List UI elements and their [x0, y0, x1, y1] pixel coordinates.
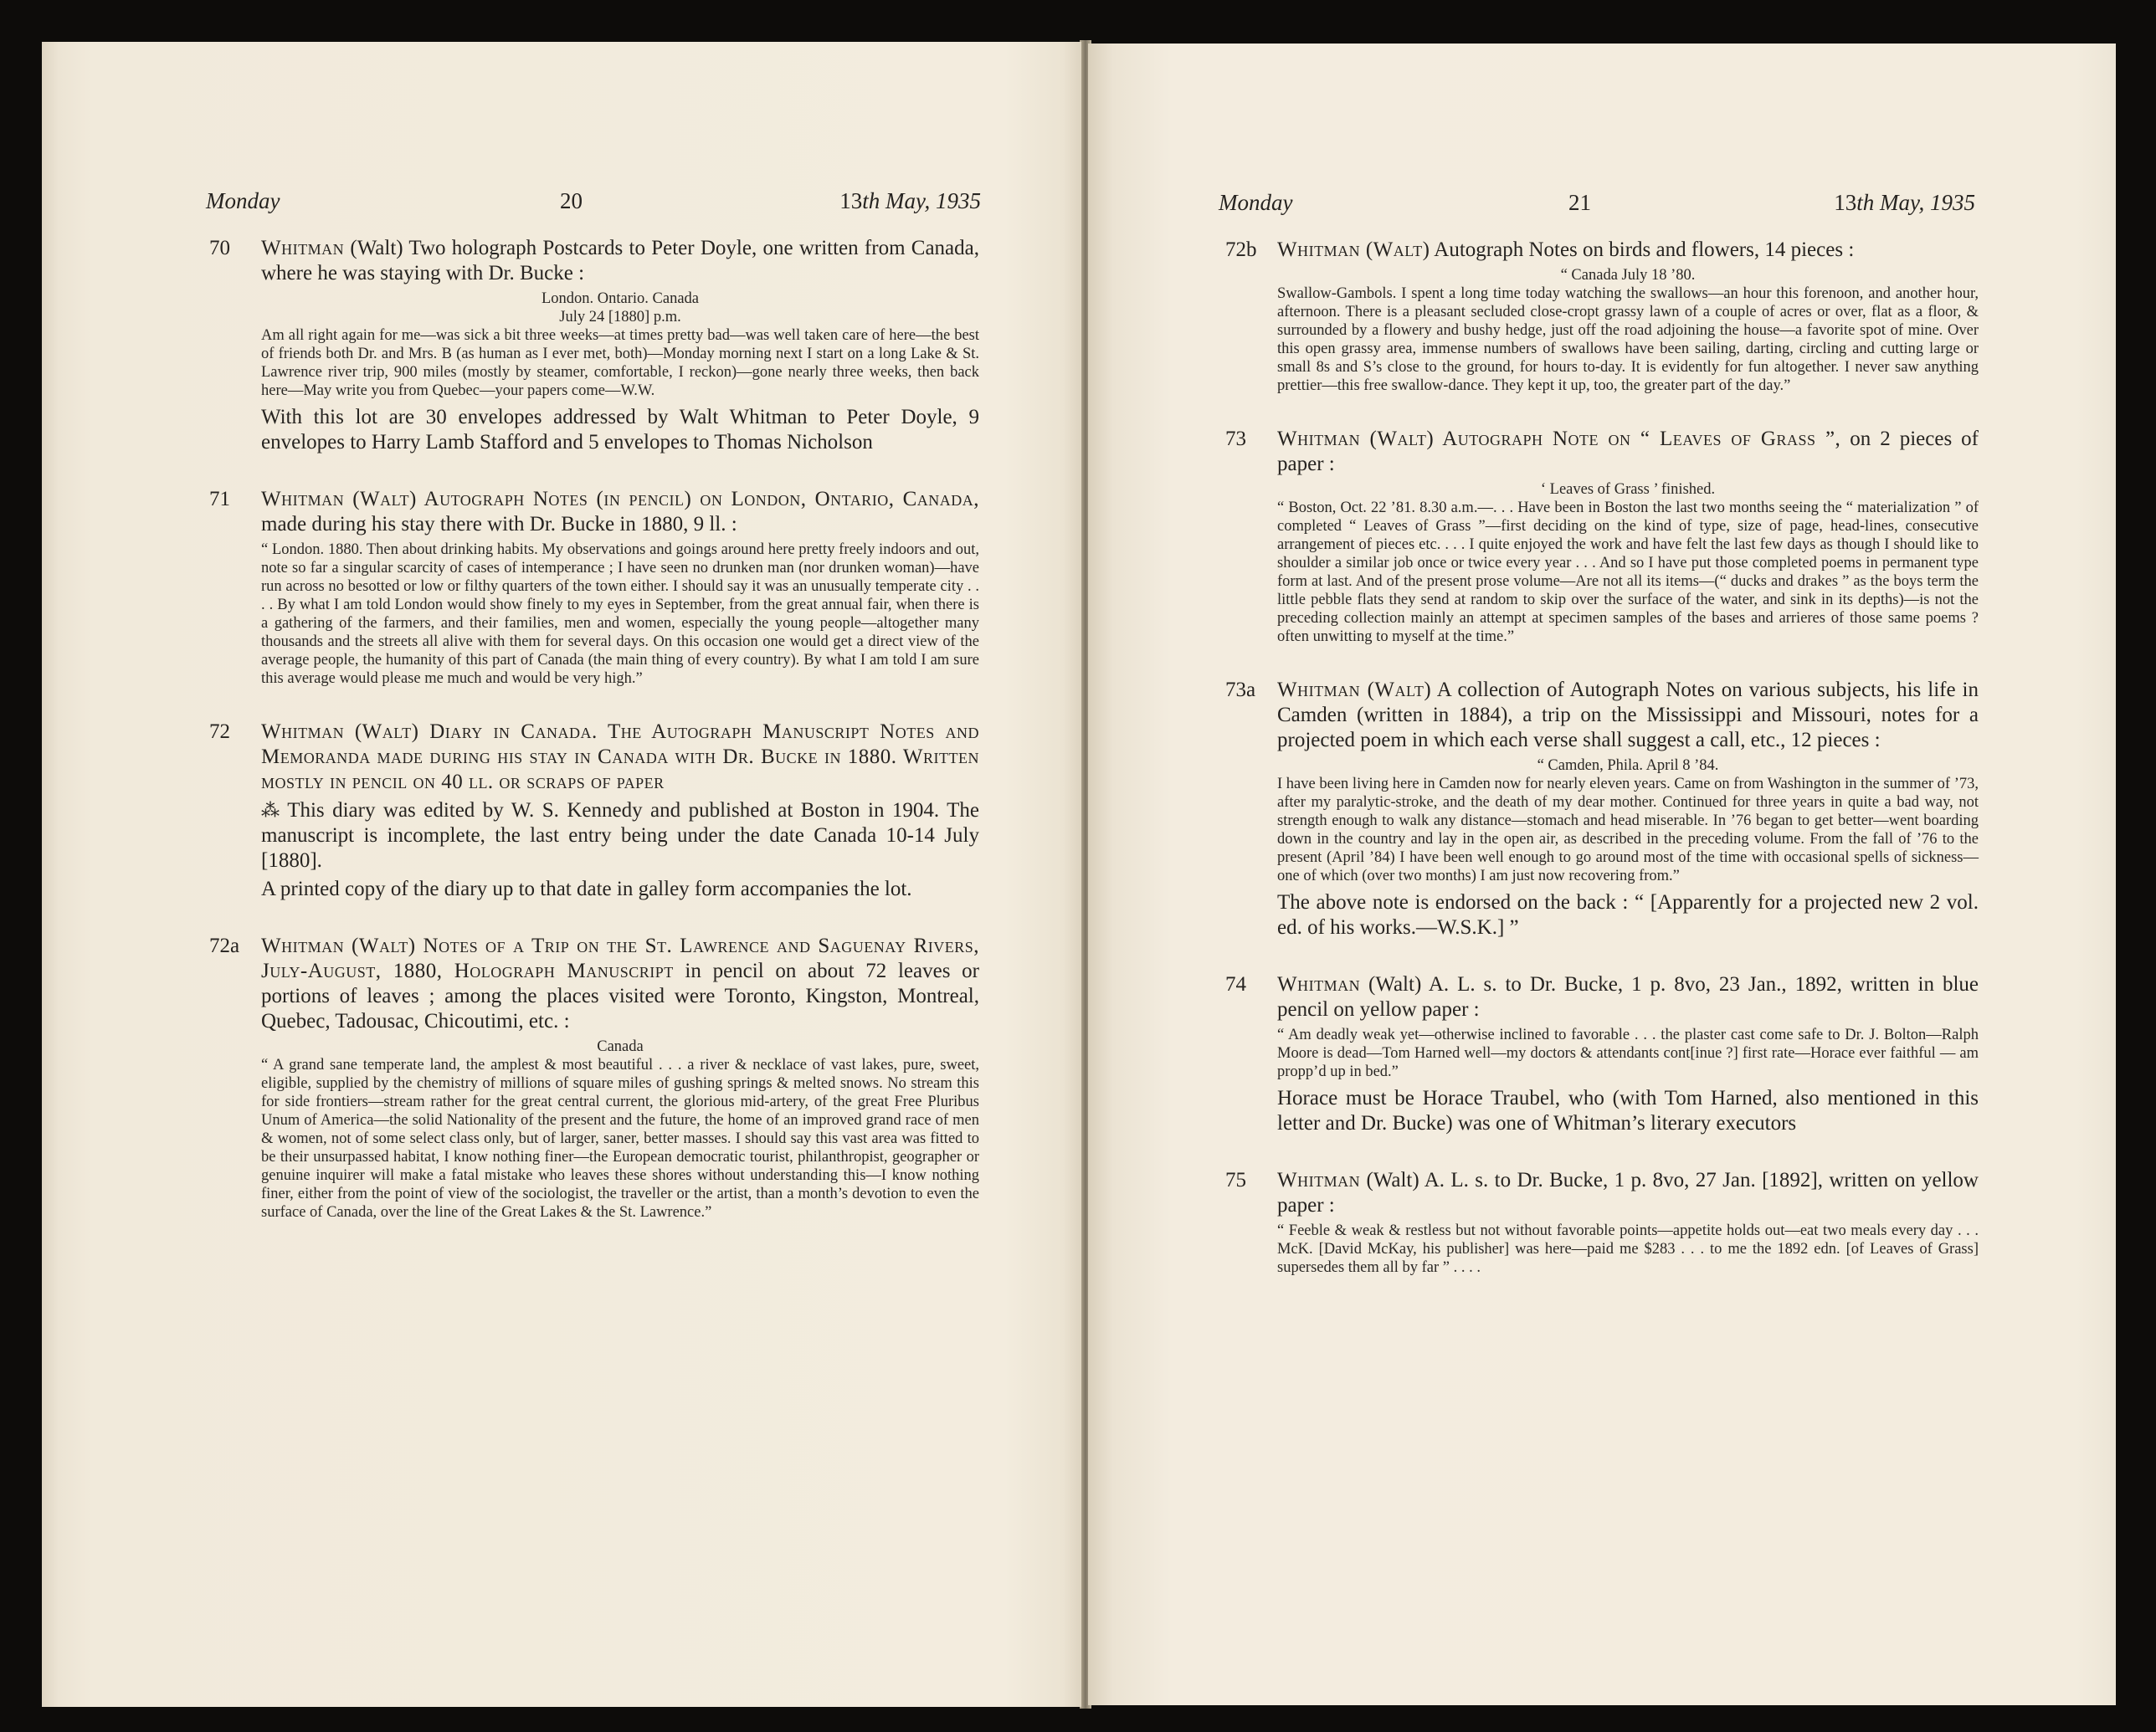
lot-heading: Whitman (Walt) A. L. s. to Dr. Bucke, 1 p. 8vo, 27 Jan. [1892], written on yellow paper :	[1277, 1169, 1979, 1217]
lot-entry-72	[209, 720, 979, 902]
lot-entry-72b	[1225, 238, 1979, 395]
lot-quote: “ London. 1880. Then about drinking habits. My observations and goings around here pretty freely indoors and out, note so far a singular scarcity of cases of intemperance ; I have seen no drunken man (nor drunken woman)—have run across no besotted or low or filthy quarters of the town either. I should say it was an unusually temperate city . . . . By what I am told London would show finely to my eyes in September, from the great annual fair, when there is a gathering of the farmers, and their families, men and women, especially the young people—altogether many thousands and the streets all alive with them for several days. On this occasion one would get a direct view of the average people, the humanity of this part of Canada (the main thing of every country). By what I am told I am sure this average would please me much and would be very high.”	[261, 541, 979, 687]
page-number: 20	[560, 188, 583, 213]
lot-entry-72a	[209, 934, 979, 1222]
lot-quote: “ Camden, Phila. April 8 ’84. I have been living here in Camden now for nearly eleven years. Came on from Washington in the summer of ’73, after my paralytic-stroke, and the death of my dear mother. Continued for three years in quite a bad way, not strength enough to walk any distance—stomach and head miserable. In ’76 began to get better—went boarding down in the country and lay in the open air, as described in the preceding volume. From the fall of ’76 to the present (April ’84) I have been well enough to go around most of the time with occasional spells of sickness—one of which (over two months) I am just now recovering from.”	[1277, 757, 1979, 884]
lot-number: 74	[1225, 973, 1246, 996]
right-running-head	[1219, 184, 1975, 221]
lot-number: 71	[209, 488, 230, 510]
right-page	[1088, 44, 2116, 1705]
lot-number: 72b	[1225, 238, 1257, 261]
asterism-mark: ⁂	[261, 800, 283, 821]
lot-number: 72a	[209, 935, 240, 957]
lot-entry-71	[209, 487, 979, 688]
lot-entry-70	[209, 236, 979, 455]
lot-heading: Whitman (Walt) Autograph Notes (in pencil) on London, Ontario, Canada, made during his stay there with Dr. Bucke in 1880, 9 ll. :	[261, 488, 979, 535]
lot-heading: Whitman (Walt) A. L. s. to Dr. Bucke, 1 p. 8vo, 23 Jan., 1892, written in blue pencil on yellow paper :	[1277, 973, 1979, 1021]
page-number: 21	[1568, 190, 1591, 215]
lot-entry-75	[1225, 1168, 1979, 1277]
lot-number: 75	[1225, 1169, 1246, 1191]
left-column	[209, 236, 979, 1253]
left-page	[42, 42, 1081, 1707]
lot-note: With this lot are 30 envelopes addressed by Walt Whitman to Peter Doyle, 9 envelopes to Harry Lamb Stafford and 5 envelopes to Thomas Nicholson	[261, 406, 979, 453]
lot-number: 73a	[1225, 679, 1256, 701]
lot-heading: Whitman (Walt) Autograph Notes on birds and flowers, 14 pieces :	[1277, 238, 1855, 261]
lot-note: ⁂ This diary was edited by W. S. Kennedy and published at Boston in 1904. The manuscript is incomplete, the last entry being under the date Canada 10-14 July [1880].	[261, 799, 980, 872]
lot-number: 73	[1225, 428, 1246, 450]
lot-entry-73a	[1225, 678, 1979, 940]
lot-heading: Whitman (Walt) A collection of Autograph Notes on various subjects, his life in Camden (written in 1884), a trip on the Mississippi and Missouri, notes for a projected poem in which each verse shall suggest a call, etc., 12 pieces :	[1277, 679, 1979, 751]
lot-quote: Canada “ A grand sane temperate land, the amplest & most beautiful . . . a river & necklace of vast lakes, pure, sweet, eligible, supplied by the chemistry of millions of square miles of gushing springs & melted snows. No stream this for side frontiers—stream rather for the great central current, the glorious mid-artery, of the great Free Pluribus Unum of America—the solid Nationality of the present and the future, the home of an improved grand race of men & women, not of some select class only, but of larger, saner, better masses. I should say this vast area was fitted to be their unsurpassed habitat, I know nothing finer—the European democratic tourist, philanthropist, geographer or genuine inquirer will make a fatal mistake who leaves these shores without understanding this—I know nothing finer, either from the point of view of the sociologist, the traveller or the artist, than a month’s devotion to even the surface of Canada, over the line of the Great Lakes & the St. Lawrence.”	[261, 1038, 979, 1221]
lot-quote: “ Am deadly weak yet—otherwise inclined to favorable . . . the plaster cast come safe to Dr. J. Bolton—Ralph Moore is dead—Tom Harned well—my doctors & attendants cont[inue ?] first rate—Horace ever faithful — am propp’d up in bed.”	[1277, 1027, 1979, 1080]
lot-heading: Whitman (Walt) Two holograph Postcards to Peter Doyle, one written from Canada, where he was staying with Dr. Bucke :	[261, 237, 979, 284]
lot-note: A printed copy of the diary up to that date in galley form accompanies the lot.	[261, 878, 912, 900]
lot-quote: London. Ontario. Canada July 24 [1880] p.m. Am all right again for me—was sick a bit three weeks—at times pretty bad—was well taken care of here—the best of friends both Dr. and Mrs. B (as human as I ever met, both)—Monday morning next I start on a long Lake & St. Lawrence river trip, 900 miles (mostly by steamer, comfortable, I reckon)—gone nearly three weeks, then back here—May write you from Quebec—your papers come—W.W.	[261, 290, 979, 399]
running-head-day: Monday	[1219, 190, 1293, 215]
lot-heading: Whitman (Walt) Notes of a Trip on the St. Lawrence and Saguenay Rivers, July-August, 1880, Holograph Manuscript in pencil on about 72 leaves or portions of leaves ; among the places visited were Toronto, Kingston, Montreal, Quebec, Tadousac, Chicoutimi, etc. :	[261, 935, 979, 1033]
lot-note: The above note is endorsed on the back : “ [Apparently for a projected new 2 vol. ed. of his works.—W.S.K.] ”	[1277, 891, 1979, 939]
lot-quote: “ Feeble & weak & restless but not without favorable points—appetite holds out—eat two meals every day . . . McK. [David McKay, his publisher] was here—paid me $283 . . . to me the 1892 edn. [of Leaves of Grass] supersedes them all by far ” . . . .	[1277, 1222, 1979, 1276]
running-head-date: 13th May, 1935	[1834, 190, 1975, 215]
running-head-date: 13th May, 1935	[839, 188, 981, 213]
lot-number: 72	[209, 720, 230, 743]
lot-quote: ‘ Leaves of Grass ’ finished. “ Boston, Oct. 22 ’81. 8.30 a.m.—. . . Have been in Boston the last two months seeing the “ materialization ” of completed “ Leaves of Grass ”—first deciding on the kind of type, size of page, head-lines, consecutive arrangement of pieces etc. . . . I quite enjoyed the work and have felt the last few days as though I should like to shoulder a similar job once or twice every year . . . And so I have put those completed poems in permanent type form at last. And of the present prose volume—Are not all its items—(“ ducks and drakes ” as the boys term the little pebble flats they send at random to skip over the surface of the water, and sink in its depths)—is not the preceding collection mainly an attempt at specimen samples of the bases and arrieres of those same poems ? often unwitting to myself at the time.”	[1277, 481, 1979, 645]
running-head-day: Monday	[206, 188, 280, 213]
lot-heading: Whitman (Walt) Autograph Note on “ Leaves of Grass ”, on 2 pieces of paper :	[1277, 428, 1979, 475]
lot-entry-73	[1225, 427, 1979, 646]
left-running-head	[206, 182, 981, 219]
lot-entry-74	[1225, 972, 1979, 1136]
lot-note: Horace must be Horace Traubel, who (with Tom Harned, also mentioned in this letter and Dr. Bucke) was one of Whitman’s literary executors	[1277, 1087, 1979, 1135]
lot-number: 70	[209, 237, 230, 259]
right-column	[1225, 238, 1979, 1309]
lot-heading: Whitman (Walt) Diary in Canada. The Autograph Manuscript Notes and Memoranda made during his stay in Canada with Dr. Bucke in 1880. Written mostly in pencil on 40 ll. or scraps of paper	[261, 720, 979, 793]
lot-quote: “ Canada July 18 ’80. Swallow-Gambols. I spent a long time today watching the swallows—an hour this forenoon, and another hour, afternoon. There is a pleasant secluded close-cropt grassy lawn of a couple of acres or over, flat as a floor, & surrounded by a flowery and bushy hedge, just off the road adjoining the house—a favorite spot of mine. Over this open grassy area, immense numbers of swallows have been sailing, darting, circling and cutting large or small 8s and S’s close to the ground, for hours to-day. It is evidently for fun altogether. I never saw anything prettier—this free swallow-dance. They kept it up, too, the greater part of the day.”	[1277, 267, 1979, 394]
